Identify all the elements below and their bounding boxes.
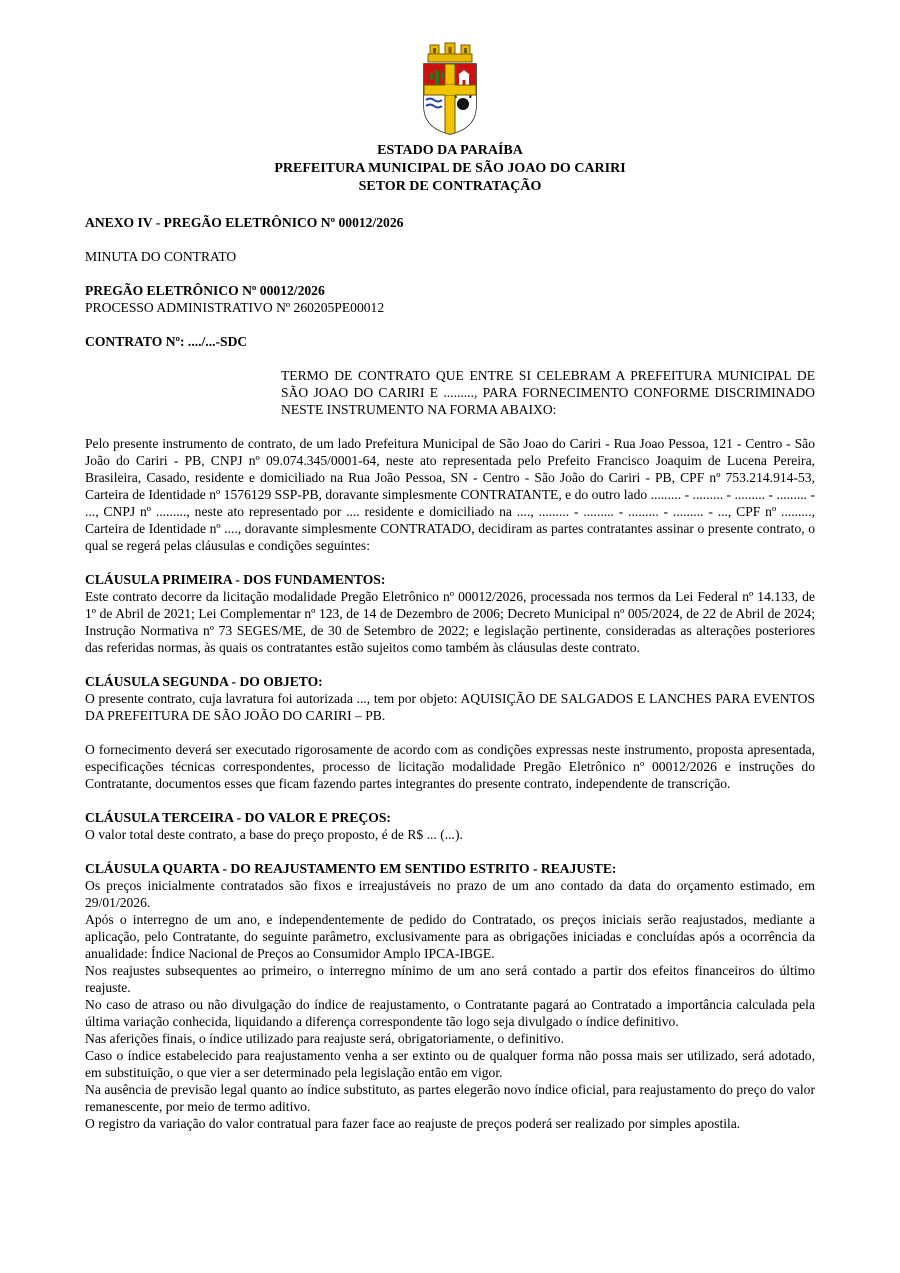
clause-segunda	[85, 673, 815, 792]
letterhead-sector: SETOR DE CONTRATAÇÃO	[358, 179, 542, 194]
clause-quarta	[85, 860, 815, 1132]
clause-quarta-paragraph-8: O registro da variação do valor contratual para fazer face ao reajuste de preços poderá ser realizado por simples apostila.	[85, 1116, 741, 1131]
crown-icon	[428, 43, 472, 62]
clause-quarta-paragraph-7: Na ausência de previsão legal quanto ao índice substituto, as partes elegerão novo índice oficial, para reajustamento do preço do valor remanescente, por meio de termo aditivo.	[85, 1082, 815, 1114]
letterhead	[85, 40, 815, 196]
preamble-paragraph: Pelo presente instrumento de contrato, de um lado Prefeitura Municipal de São Joao do Cariri - Rua Joao Pessoa, 121 - Centro - São João do Cariri - PB, CNPJ nº 09.074.345/0001-64, neste ato representada pelo Prefeito Francisco Joaquim de Lucena Pereira, Brasileira, Casado, residente e domiciliado na Rua João Pessoa, SN - Centro - São João do Cariri - PB, CPF nº 753.214.914-53, Carteira de Identidade nº 1576129 SSP-PB, doravante simplesmente CONTRATANTE, e do outro lado ......... - ......... - ......... - ......... - ..., CNPJ nº ........., neste ato representado por .... residente e domiciliado na ...., ......... - ......... - ......... - ......... - ..., CPF nº ........., Carteira de Identidade nº ...., doravante simplesmente CONTRATADO, decidiram as partes contratantes assinar o presente contrato, o qual se regerá pelas cláusulas e condições seguintes:	[85, 436, 815, 553]
clause-terceira-paragraph: O valor total deste contrato, a base do preço proposto, é de R$ ... (...).	[85, 827, 463, 842]
processo-number: PROCESSO ADMINISTRATIVO Nº 260205PE00012	[85, 300, 385, 315]
clause-quarta-paragraph-3: Nos reajustes subsequentes ao primeiro, o interregno mínimo de um ano será contado a partir dos efeitos financeiros do último reajuste.	[85, 963, 815, 995]
clause-primeira-paragraph: Este contrato decorre da licitação modalidade Pregão Eletrônico nº 00012/2026, processada nos termos da Lei Federal nº 14.133, de 1º de Abril de 2021; Lei Complementar nº 123, de 14 de Dezembro de 2006; Decreto Municipal nº 005/2024, de 22 de Abril de 2024; Instrução Normativa nº 73 SEGES/ME, de 30 de Setembro de 2022; e legislação pertinente, consideradas as alterações posteriores das referidas normas, às quais os contratantes estão sujeitos como também às cláusulas deste contrato.	[85, 589, 815, 655]
letterhead-state: ESTADO DA PARAÍBA	[377, 143, 523, 158]
termo-recital: TERMO DE CONTRATO QUE ENTRE SI CELEBRAM A PREFEITURA MUNICIPAL DE SÃO JOAO DO CARIRI E ........., PARA FORNECIMENTO CONFORME DISCRIMINADO NESTE INSTRUMENTO NA FORMA ABAIXO:	[281, 368, 815, 417]
clause-quarta-paragraph-1: Os preços inicialmente contratados são fixos e irreajustáveis no prazo de um ano contado da data do orçamento estimado, em 29/01/2026.	[85, 878, 815, 910]
clause-quarta-paragraph-5: Nas aferições finais, o índice utilizado para reajuste será, obrigatoriamente, o definitivo.	[85, 1031, 564, 1046]
shield-icon	[424, 64, 476, 134]
clause-quarta-paragraph-4: No caso de atraso ou não divulgação do índice de reajustamento, o Contratante pagará ao Contratado a importância calculada pela última variação conhecida, liquidando a diferença correspondente tão logo seja divulgado o índice definitivo.	[85, 997, 815, 1029]
clause-terceira	[85, 809, 815, 843]
coat-of-arms-icon	[418, 40, 482, 136]
clause-quarta-paragraph-6: Caso o índice estabelecido para reajustamento venha a ser extinto ou de qualquer forma não possa mais ser utilizado, será adotado, em substituição, o que vier a ser determinado pela legislação então em vigor.	[85, 1048, 815, 1080]
clause-quarta-paragraph-2: Após o interregno de um ano, e independentemente de pedido do Contratado, os preços iniciais serão reajustados, mediante a aplicação, pelo Contratante, do seguinte parâmetro, exclusivamente para as obrigações iniciadas e concluídas após a ocorrência da anualidade: Índice Nacional de Preços ao Consumidor Amplo IPCA-IBGE.	[85, 912, 815, 961]
minuta-label: MINUTA DO CONTRATO	[85, 249, 237, 264]
clause-segunda-paragraph-1: O presente contrato, cuja lavratura foi autorizada ..., tem por objeto: AQUISIÇÃO DE SALGADOS E LANCHES PARA EVENTOS DA PREFEITURA DE SÃO JOÃO DO CARIRI – PB.	[85, 691, 815, 723]
pregao-number: PREGÃO ELETRÔNICO Nº 00012/2026	[85, 283, 325, 298]
letterhead-municipality: PREFEITURA MUNICIPAL DE SÃO JOAO DO CARIRI	[274, 161, 626, 176]
anexo-title: ANEXO IV - PREGÃO ELETRÔNICO Nº 00012/2026	[85, 215, 404, 230]
clause-quarta-title: CLÁUSULA QUARTA - DO REAJUSTAMENTO EM SENTIDO ESTRITO - REAJUSTE:	[85, 861, 617, 876]
contrato-number: CONTRATO Nº: ..../...-SDC	[85, 334, 248, 349]
clause-primeira	[85, 571, 815, 656]
document-body	[85, 214, 815, 1132]
clause-primeira-title: CLÁUSULA PRIMEIRA - DOS FUNDAMENTOS:	[85, 572, 386, 587]
clause-segunda-title: CLÁUSULA SEGUNDA - DO OBJETO:	[85, 674, 323, 689]
clause-terceira-title: CLÁUSULA TERCEIRA - DO VALOR E PREÇOS:	[85, 810, 391, 825]
clause-segunda-paragraph-2: O fornecimento deverá ser executado rigorosamente de acordo com as condições expressas neste instrumento, proposta apresentada, especificações técnicas correspondentes, processo de licitação modalidade Pregão Eletrônico nº 00012/2026 e instruções do Contratante, documentos esses que ficam fazendo partes integrantes do presente contrato, independente de transcrição.	[85, 742, 815, 791]
